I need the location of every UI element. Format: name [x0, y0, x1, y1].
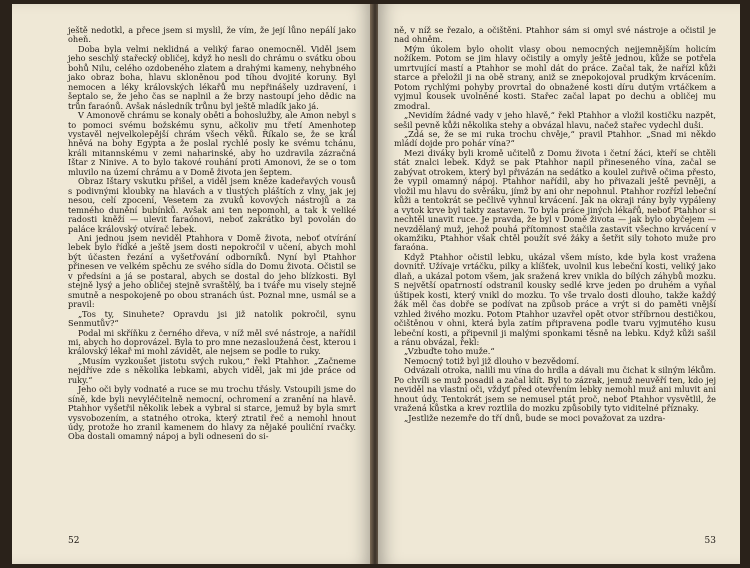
paragraph: Jeho oči byly vodnaté a ruce se mu trochu třásly. Vstoupili jsme do síně, kde byli nevyléčitelně nemocní, ochromení a zranění na hlavě. Ptahhor vyšetřil několik lebek a vybral si starce, jemuž by byla smrt vysvobozením, a statného otroka, který ztratil řeč a nemohl hnout údy, protože ho zranil kamenem do hlavy za nějaké pouliční rvačky. Oba dostali omamný nápoj a byli odneseni do si-	[68, 384, 356, 442]
right-page-text	[394, 26, 716, 423]
paragraph: „Vzbuďte toho muže.“	[404, 346, 495, 357]
page-number-right: 53	[704, 536, 716, 546]
paragraph: „Musím vyzkoušet jistotu svých rukou,“ řekl Ptahhor. „Začneme nejdříve zde s několika lebkami, abych viděl, jak mi jde práce od ruky.“	[68, 355, 356, 385]
paragraph: Odvázali otroka, nalili mu vína do hrdla a dávali mu čichat k silným lékům. Po chvíli se muž posadil a začal klít. Byl to zázrak, jemuž neuvěří ten, kdo jej neviděl na vlastní oči, vždyť před otevřením lebky nemohl muž ani mluvit ani hnout údy. Tentokrát jsem se nemusel ptát proč, neboť Ptahhor vysvětlil, že vražená kůstka a krev roztlila do mozku způsobily tyto viditelné příznaky.	[394, 365, 716, 414]
paragraph: ně, v níž se řezalo, a očištěni. Ptahhor sám si omyl své nástroje a očistil je nad ohněm.	[394, 25, 716, 45]
left-page-text	[68, 26, 356, 442]
paragraph: Doba byla velmi neklidná a veliký farao onemocněl. Viděl jsem jeho seschlý stařecký obličej, když ho nesli do chrámu o svátku obou bohů Nilu, celého ozdobeného zlatem a drahými kameny, nehybného jako obraz boha, hlavu skloněnou pod tíhou dvojité koruny. Byl nemocen a léky královských lékařů mu nepřinášely uzdravení, i šeptalo se, že jeho čas se naplnil a že brzy nastoupí jeho dědic na trůn faraónů. Avšak následník trůnu byl ještě mladík jako já.	[68, 43, 356, 111]
paragraph: Mezi diváky byli kromě učitelů z Domu života i četní žáci, kteří se chtěli stát znalci lebek. Když se pak Ptahhor napil přineseného vína, začal se zabývat otrokem, který byl přivázán na sedátko a koulel zuřivě očima přesto, že vypil omamný nápoj. Ptahhor nařídil, aby ho přivazali ještě pevněji, a vložil mu hlavu do svěráku, jímž by ani ohr nepohnul. Ptahhor rozřízl lebeční kůži a tentokrát se pečlivě vyhnul krvácení. Jak na okraji rány byly vypáleny a vytok krve byl takty zastaven. To byla práce jiných lékařů, neboť Ptahhor si nechtěl unavit ruce. Je pravda, že byl v Domě života — jak bylo obyčejem — nevzdělaný muž, jehož pouhá přítomnost stačila zastavit všechno krvácení v okamžiku, Ptahhor však chtěl použít své žáky a šetřit sily tohoto muže pro faraóna.	[394, 147, 716, 253]
paragraph: „Jestliže nezemře do tří dnů, bude se moci považovat za uzdra-	[404, 412, 666, 423]
paragraph: ještě nedotkl, a přece jsem si myslil, že vím, že její lůno nepálí jako oheň.	[68, 25, 356, 45]
paragraph: Když Ptahhor očistil lebku, ukázal všem místo, kde byla kost vražena dovnitř. Užívaje vrtáčku, pilky a klíšťek, uvolnil kus lebeční kosti, veliký jako dlaň, a ukázal potom všem, jak sražená krev vnikla do bílých záhybů mozku. S největší opatrností odstranil kousky sedlé krve jeden po druhém a vyňal úštipek kosti, který vnikl do mozku. To vše trvalo dosti dlouho, takže každý žák měl čas dobře se podívat na způsob práce a vrýt si do paměti vnější vzhled živého mozku. Potom Ptahhor uzavřel opět otvor stříbrnou destičkou, očištěnou v ohni, která byla zatím připravena podle tvaru vyjmutého kusu lebeční kosti, a připevnil ji malými sponkami těsně na lebku. Když kůži sašil a ránu obvázal, řekl:	[394, 251, 716, 347]
paragraph: Podal mi skříňku z černého dřeva, v níž měl své nástroje, a nařídil mi, abych ho doprovázel. Byla to pro mne nezasloužená čest, kterou i královský lékař mi mohl závidět, ale nejsem se podle to ruky.	[68, 327, 356, 357]
page-number-left: 52	[68, 536, 80, 546]
paragraph: „Tos ty, Sinuhete? Opravdu jsi již natolik pokročil, synu Senmutův?“	[68, 308, 356, 329]
right-page	[378, 4, 740, 564]
paragraph: Mým úkolem bylo oholit vlasy obou nemocných nejjemnějším holicím nožíkem. Potom se jim hlavy očistily a omyly ještě jednou, kůže se potřela umrtvující mastí a Ptahhor se mohl dát do práce. Začal tak, že nařízl kůži starce a přeložil ji na obě strany, aniž se znepokojoval prudkým krvácením. Potom rychlými pohyby provrtal do obnažené kosti díru dutým vrtáčkem a vyjmul kousek uvolněné kosti. Stařec začal lapat po dechu a obličej mu zmodral.	[394, 43, 716, 111]
paragraph: Obraz Ištary vskutku přišel, a viděl jsem kněze kadeřavých vousů s podivnými kloubky na hlavách a v tlustých pláštích z vlny, jak jej nesou, celí zpocení, Vesetem za zvuků kovových nástrojů a za temného dunění bubínků. Avšak ani ten nepomohl, a tak k veliké radosti kněží — ulevit faraónovi, neboť zakrátko byl povolán do paláce královský otvírač lebek.	[68, 176, 356, 234]
paragraph: Nemocný totiž byl již dlouho v bezvědomí.	[404, 355, 580, 366]
paragraph: V Amonově chrámu se konaly oběti a bohoslužby, ale Amon nebyl s to pomoci svému božskému synu, ačkoliv mu třetí Amenhotep vystavěl nejvelkolepější chrám všech věků. Říkalo se, že se král hněvá na bohy Egypta a že poslal rychlé posly ke svému tchánu, králi mitannskému v zemi naharinské, aby ho uzdravila zázračná Ištar z Ninive. A to bylo takové rouhání proti Amonovi, že se o tom mluvilo na území chrámu a v Domě života jen šeptem.	[68, 110, 356, 177]
paragraph: „Zdá se, že se mi ruka trochu chvěje,“ pravil Ptahhor. „Snad mi někdo mládí dojde pro pohár vína?“	[394, 128, 716, 149]
left-page	[12, 4, 372, 564]
paragraph: „Nevidím žádné vady v jeho hlavě,“ řekl Ptahhor a vložil kostičku nazpět, sešil pevně kůži několika stehy a obvázal hlavu, načež stařec vydechl duši.	[394, 110, 716, 130]
paragraph: Ani jednou jsem neviděl Ptahhora v Domě života, neboť otvírání lebek bylo řídké a ještě jsem dosti nepokročil v učení, abych mohl být účasten řezání a vyšetřování odborníků. Nyní byl Ptahhor přinesen ve velkém spěchu ze svého sídla do Domu života. Očistil se v předsíni a já se postaral, abych se dostal do jeho blízkosti. Byl stejně lysý a jeho obličej stejně svraštělý, ba i tváře mu visely stejně smutně a nespokojeně po obou stranách úst. Poznal mne, usmál se a pravil:	[68, 232, 356, 310]
